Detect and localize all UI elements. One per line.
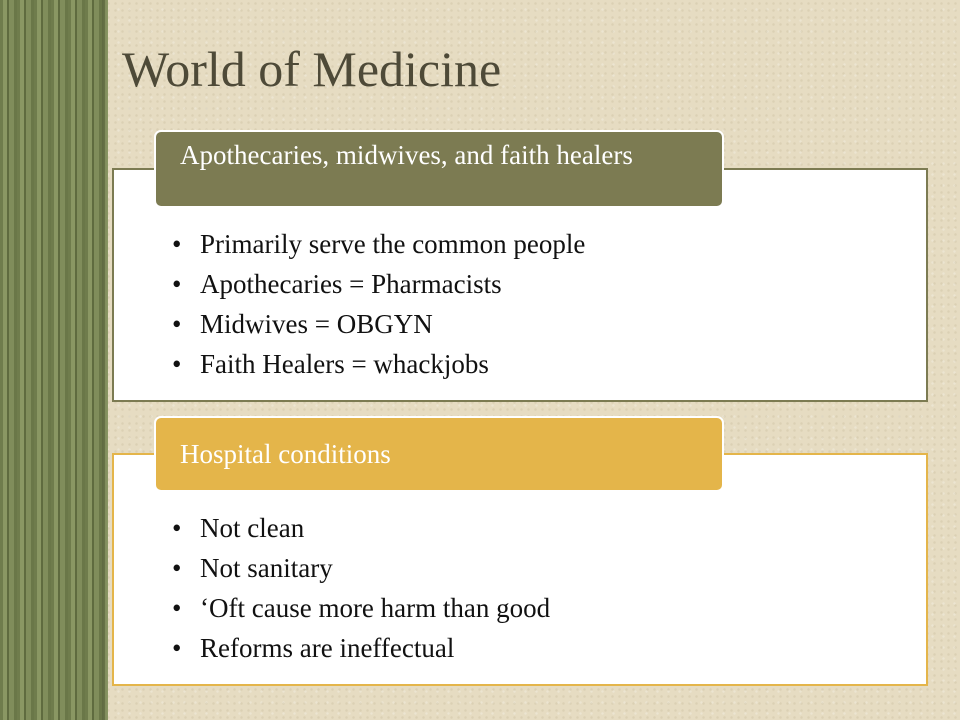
slide-title: World of Medicine [122,41,502,97]
decorative-sidebar [0,0,108,720]
bullet-item: • Apothecaries = Pharmacists [172,264,585,304]
bullet-item: • Midwives = OBGYN [172,304,585,344]
section-2-bullet-list [172,508,550,668]
bullet-item: • Not sanitary [172,548,550,588]
bullet-item: • Primarily serve the common people [172,224,585,264]
bullet-item: • Not clean [172,508,550,548]
bullet-item: • Reforms are ineffectual [172,628,550,668]
section-2-header [154,416,724,492]
bullet-item: • Faith Healers = whackjobs [172,344,585,384]
section-1-bullet-list [172,224,585,384]
section-1-header: Apothecaries, midwives, and faith healers [154,130,724,208]
section-2-header-label: Hospital conditions [180,438,391,469]
bullet-item: • ‘Oft cause more harm than good [172,588,550,628]
